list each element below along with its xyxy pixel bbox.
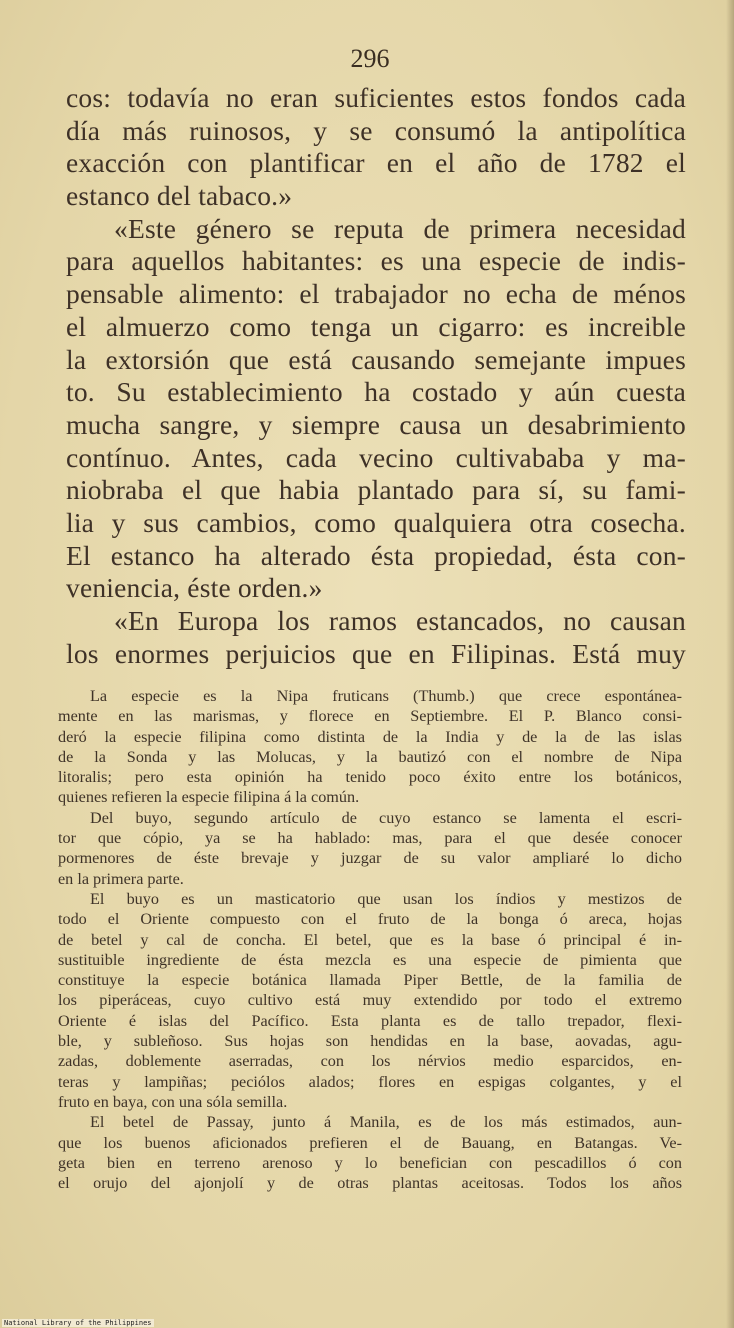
footnote-line: Oriente é islas del Pacífico. Esta planta es de tallo trepador, flexi- bbox=[58, 1011, 682, 1030]
page-number: 296 bbox=[350, 44, 390, 73]
footnote-line: el orujo del ajonjolí y de otras plantas aceitosas. Todos los años bbox=[58, 1174, 682, 1193]
footnote-line: sustituible ingrediente de ésta mezcla es una especie de pimienta que bbox=[58, 950, 682, 969]
footnote-block bbox=[58, 686, 682, 1193]
footnote-line: geta bien en terreno arenoso y lo benefician con pescadillos ó con bbox=[58, 1153, 682, 1172]
footnote-line: El betel de Passay, junto á Manila, es de los más estimados, aun- bbox=[90, 1113, 682, 1132]
main-text-line: «Este género se reputa de primera necesidad bbox=[114, 212, 686, 244]
main-text-line: los enormes perjuicios que en Filipinas. Está muy bbox=[66, 637, 686, 669]
footnote-line: mente en las marismas, y florece en Septiembre. El P. Blanco consi- bbox=[58, 707, 682, 726]
footnote-line: La especie es la Nipa fruticans (Thumb.) que crece espontánea- bbox=[90, 687, 682, 705]
footnote-line: litoralis; pero esta opinión ha tenido poco éxito entre los botánicos, bbox=[58, 768, 682, 787]
main-text-line: mucha sangre, y siempre causa un desabrimiento bbox=[66, 408, 686, 440]
footnote-line: Del buyo, segundo artículo de cuyo estanco se lamenta el escri- bbox=[90, 808, 682, 827]
main-text-line: para aquellos habitantes: es una especie de indis- bbox=[66, 245, 686, 277]
footnote-line: todo el Oriente compuesto con el fruto de la bonga ó areca, hojas bbox=[58, 910, 682, 929]
page-edge-shadow bbox=[726, 0, 734, 1328]
main-text-line: to. Su establecimiento ha costado y aún cuesta bbox=[66, 376, 686, 408]
main-text-line: «En Europa los ramos estancados, no causan bbox=[114, 605, 686, 636]
footnote-line: de betel y cal de concha. El betel, que es la base ó principal é in- bbox=[58, 930, 682, 949]
main-text-line: lia y sus cambios, como qualquiera otra cosecha. bbox=[66, 506, 686, 538]
main-text-line: cos: todavía no eran suficientes estos fondos cada bbox=[66, 82, 686, 113]
footnote-line: teras y lampiñas; peciólos alados; flores en espigas colgantes, y el bbox=[58, 1072, 682, 1091]
footnote-line: que los buenos aficionados prefieren el de Bauang, en Batangas. Ve- bbox=[58, 1133, 682, 1152]
main-text-line: día más ruinosos, y se consumó la antipolítica bbox=[66, 114, 686, 146]
footnote-line: de la Sonda y las Molucas, y la bautizó con el nombre de Nipa bbox=[58, 747, 682, 766]
main-text-line: contínuo. Antes, cada vecino cultivababa y ma- bbox=[66, 441, 686, 473]
footnote-line: quienes refieren la especie filipina á la común. bbox=[58, 788, 360, 807]
main-text-line: veniencia, éste orden.» bbox=[66, 572, 323, 604]
main-text-block bbox=[66, 82, 686, 670]
main-text-line: niobraba el que habia plantado para sí, su fami- bbox=[66, 474, 686, 506]
footnote-line: tor que cópio, ya se ha hablado: mas, para el que desée conocer bbox=[58, 829, 682, 848]
footnote-line: en la primera parte. bbox=[58, 869, 184, 888]
footnote-line: fruto en baya, con una sóla semilla. bbox=[58, 1092, 288, 1111]
footnote-line: deró la especie filipina como distinta de la India y de la de las islas bbox=[58, 727, 682, 746]
main-text-line: estanco del tabaco.» bbox=[66, 180, 293, 212]
footnote-line: los piperáceas, cuyo cultivo está muy extendido por todo el extremo bbox=[58, 991, 682, 1010]
library-credit: National Library of the Philippines bbox=[4, 1319, 152, 1327]
footnote-line: ble, y subleñoso. Sus hojas son hendidas en la base, aovadas, agu- bbox=[58, 1032, 682, 1051]
footnote-line: zadas, doblemente aserradas, con los nérvios medio esparcidos, en- bbox=[58, 1052, 682, 1071]
main-text-line: El estanco ha alterado ésta propiedad, ésta con- bbox=[66, 539, 686, 571]
footnote-line: pormenores de éste brevaje y juzgar de su valor ampliaré lo dicho bbox=[58, 849, 682, 868]
main-text-line: pensable alimento: el trabajador no echa de ménos bbox=[66, 278, 686, 310]
footnote-line: El buyo es un masticatorio que usan los índios y mestizos de bbox=[90, 889, 682, 908]
footnote-line: constituye la especie botánica llamada Piper Bettle, de la familia de bbox=[58, 971, 682, 990]
main-text-line: la extorsión que está causando semejante impues bbox=[66, 343, 686, 375]
main-text-line: el almuerzo como tenga un cigarro: es increible bbox=[66, 310, 686, 342]
main-text-line: exacción con plantificar en el año de 1782 el bbox=[66, 147, 686, 179]
